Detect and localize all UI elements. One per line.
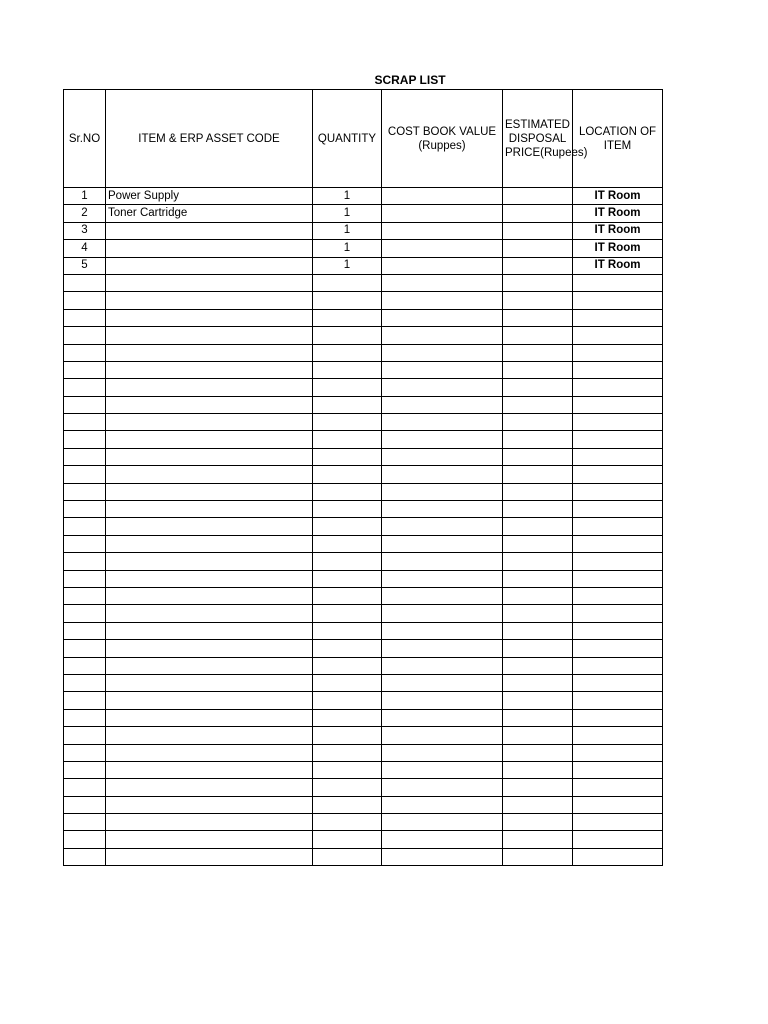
table-row	[64, 240, 663, 257]
cell-disposal	[503, 188, 573, 205]
empty-cell	[313, 709, 382, 726]
empty-table-row	[64, 379, 663, 396]
empty-cell	[382, 814, 503, 831]
empty-cell	[106, 587, 313, 604]
empty-cell	[382, 761, 503, 778]
empty-cell	[64, 640, 106, 657]
empty-cell	[106, 622, 313, 639]
cell-item: Power Supply	[106, 188, 313, 205]
empty-cell	[64, 501, 106, 518]
empty-cell	[313, 831, 382, 848]
empty-cell	[313, 674, 382, 691]
empty-table-row	[64, 796, 663, 813]
empty-cell	[573, 831, 663, 848]
empty-cell	[313, 587, 382, 604]
empty-cell	[64, 274, 106, 291]
empty-cell	[64, 431, 106, 448]
cell-disposal	[503, 205, 573, 222]
empty-table-row	[64, 709, 663, 726]
empty-cell	[64, 674, 106, 691]
cell-cost	[382, 257, 503, 274]
empty-cell	[382, 570, 503, 587]
empty-cell	[64, 587, 106, 604]
empty-cell	[573, 344, 663, 361]
cell-quantity: 1	[313, 240, 382, 257]
empty-cell	[503, 361, 573, 378]
empty-cell	[313, 622, 382, 639]
empty-cell	[503, 274, 573, 291]
cell-location: IT Room	[573, 240, 663, 257]
empty-cell	[503, 501, 573, 518]
table-row	[64, 257, 663, 274]
empty-table-row	[64, 535, 663, 552]
empty-table-row	[64, 657, 663, 674]
empty-cell	[64, 361, 106, 378]
empty-cell	[382, 796, 503, 813]
empty-cell	[573, 674, 663, 691]
empty-cell	[106, 501, 313, 518]
empty-cell	[573, 779, 663, 796]
empty-cell	[503, 761, 573, 778]
empty-cell	[382, 744, 503, 761]
empty-cell	[573, 309, 663, 326]
empty-cell	[503, 344, 573, 361]
empty-cell	[503, 483, 573, 500]
empty-cell	[382, 379, 503, 396]
empty-cell	[64, 657, 106, 674]
empty-cell	[503, 657, 573, 674]
empty-cell	[573, 414, 663, 431]
empty-cell	[313, 361, 382, 378]
empty-table-row	[64, 327, 663, 344]
empty-cell	[313, 535, 382, 552]
empty-cell	[313, 379, 382, 396]
header-location: LOCATION OF ITEM	[573, 90, 663, 188]
empty-cell	[382, 709, 503, 726]
empty-cell	[503, 466, 573, 483]
empty-cell	[106, 657, 313, 674]
empty-cell	[382, 692, 503, 709]
empty-table-row	[64, 744, 663, 761]
empty-table-row	[64, 553, 663, 570]
empty-cell	[503, 309, 573, 326]
empty-cell	[503, 431, 573, 448]
cell-disposal	[503, 222, 573, 239]
empty-cell	[573, 587, 663, 604]
empty-table-row	[64, 692, 663, 709]
empty-cell	[106, 379, 313, 396]
empty-cell	[64, 344, 106, 361]
empty-table-row	[64, 761, 663, 778]
empty-cell	[313, 553, 382, 570]
empty-table-row	[64, 674, 663, 691]
empty-cell	[573, 518, 663, 535]
empty-cell	[503, 796, 573, 813]
empty-cell	[64, 761, 106, 778]
empty-cell	[503, 570, 573, 587]
empty-cell	[503, 292, 573, 309]
empty-cell	[573, 466, 663, 483]
empty-cell	[573, 744, 663, 761]
empty-cell	[382, 657, 503, 674]
table-header-row	[64, 90, 663, 188]
empty-table-row	[64, 779, 663, 796]
cell-sr-no: 5	[64, 257, 106, 274]
empty-table-row	[64, 309, 663, 326]
empty-table-row	[64, 831, 663, 848]
empty-cell	[106, 570, 313, 587]
empty-cell	[313, 448, 382, 465]
cell-location: IT Room	[573, 188, 663, 205]
empty-cell	[503, 605, 573, 622]
empty-cell	[503, 518, 573, 535]
cell-disposal	[503, 257, 573, 274]
empty-cell	[382, 361, 503, 378]
empty-cell	[382, 831, 503, 848]
empty-cell	[573, 535, 663, 552]
empty-table-row	[64, 292, 663, 309]
empty-cell	[106, 344, 313, 361]
empty-table-row	[64, 466, 663, 483]
empty-table-row	[64, 483, 663, 500]
empty-cell	[106, 692, 313, 709]
header-item: ITEM & ERP ASSET CODE	[106, 90, 313, 188]
empty-cell	[503, 848, 573, 865]
empty-cell	[313, 796, 382, 813]
empty-table-row	[64, 814, 663, 831]
empty-table-row	[64, 431, 663, 448]
empty-table-row	[64, 605, 663, 622]
empty-cell	[106, 727, 313, 744]
empty-cell	[313, 292, 382, 309]
empty-cell	[106, 831, 313, 848]
empty-cell	[382, 431, 503, 448]
empty-cell	[64, 414, 106, 431]
empty-cell	[382, 848, 503, 865]
empty-cell	[382, 640, 503, 657]
empty-cell	[313, 814, 382, 831]
empty-cell	[64, 466, 106, 483]
empty-cell	[573, 379, 663, 396]
empty-cell	[106, 761, 313, 778]
empty-cell	[313, 640, 382, 657]
empty-cell	[382, 483, 503, 500]
empty-cell	[573, 605, 663, 622]
empty-cell	[503, 553, 573, 570]
empty-cell	[64, 814, 106, 831]
empty-cell	[503, 535, 573, 552]
empty-cell	[106, 640, 313, 657]
empty-cell	[382, 414, 503, 431]
empty-cell	[64, 744, 106, 761]
empty-cell	[313, 431, 382, 448]
empty-cell	[64, 779, 106, 796]
empty-cell	[313, 466, 382, 483]
empty-cell	[382, 396, 503, 413]
empty-table-row	[64, 344, 663, 361]
empty-cell	[503, 622, 573, 639]
empty-cell	[382, 779, 503, 796]
empty-cell	[573, 448, 663, 465]
empty-cell	[64, 570, 106, 587]
empty-cell	[106, 414, 313, 431]
empty-cell	[313, 309, 382, 326]
empty-cell	[382, 605, 503, 622]
empty-cell	[503, 814, 573, 831]
empty-cell	[313, 761, 382, 778]
empty-cell	[573, 848, 663, 865]
empty-cell	[313, 344, 382, 361]
cell-disposal	[503, 240, 573, 257]
empty-cell	[503, 640, 573, 657]
empty-cell	[382, 327, 503, 344]
empty-cell	[313, 605, 382, 622]
empty-cell	[106, 518, 313, 535]
cell-location: IT Room	[573, 205, 663, 222]
empty-cell	[313, 501, 382, 518]
empty-cell	[313, 692, 382, 709]
empty-cell	[106, 709, 313, 726]
empty-cell	[382, 535, 503, 552]
empty-cell	[64, 292, 106, 309]
cell-cost	[382, 188, 503, 205]
empty-cell	[573, 431, 663, 448]
empty-table-row	[64, 727, 663, 744]
cell-location: IT Room	[573, 257, 663, 274]
empty-cell	[64, 848, 106, 865]
empty-cell	[313, 779, 382, 796]
empty-cell	[313, 414, 382, 431]
empty-cell	[64, 518, 106, 535]
table-row	[64, 222, 663, 239]
empty-cell	[573, 396, 663, 413]
empty-cell	[573, 709, 663, 726]
empty-cell	[64, 796, 106, 813]
empty-cell	[573, 796, 663, 813]
empty-cell	[382, 727, 503, 744]
cell-cost	[382, 205, 503, 222]
empty-cell	[106, 327, 313, 344]
empty-cell	[106, 796, 313, 813]
empty-cell	[382, 622, 503, 639]
empty-table-row	[64, 518, 663, 535]
empty-cell	[64, 709, 106, 726]
empty-cell	[106, 779, 313, 796]
empty-cell	[106, 431, 313, 448]
header-estimated-disposal-price: ESTIMATED DISPOSAL PRICE(Rupees)	[503, 90, 573, 188]
empty-cell	[313, 483, 382, 500]
cell-sr-no: 2	[64, 205, 106, 222]
empty-cell	[106, 292, 313, 309]
empty-cell	[106, 744, 313, 761]
empty-cell	[64, 605, 106, 622]
empty-cell	[503, 396, 573, 413]
empty-cell	[503, 727, 573, 744]
cell-sr-no: 1	[64, 188, 106, 205]
empty-cell	[313, 657, 382, 674]
document-title: SCRAP LIST	[374, 73, 446, 87]
cell-item	[106, 222, 313, 239]
cell-location: IT Room	[573, 222, 663, 239]
empty-cell	[313, 274, 382, 291]
empty-cell	[64, 379, 106, 396]
empty-cell	[64, 692, 106, 709]
empty-cell	[64, 553, 106, 570]
empty-cell	[106, 396, 313, 413]
empty-cell	[573, 692, 663, 709]
empty-cell	[106, 553, 313, 570]
header-cost-book-value: COST BOOK VALUE (Ruppes)	[382, 90, 503, 188]
empty-cell	[573, 292, 663, 309]
empty-cell	[106, 309, 313, 326]
empty-cell	[382, 466, 503, 483]
empty-cell	[573, 327, 663, 344]
table-row	[64, 188, 663, 205]
empty-cell	[503, 831, 573, 848]
empty-table-row	[64, 274, 663, 291]
empty-cell	[503, 779, 573, 796]
empty-cell	[64, 831, 106, 848]
cell-quantity: 1	[313, 205, 382, 222]
empty-table-row	[64, 361, 663, 378]
empty-cell	[573, 361, 663, 378]
empty-cell	[382, 309, 503, 326]
header-quantity: QUANTITY	[313, 90, 382, 188]
empty-table-row	[64, 622, 663, 639]
empty-table-row	[64, 570, 663, 587]
empty-cell	[573, 501, 663, 518]
empty-table-row	[64, 640, 663, 657]
empty-cell	[64, 727, 106, 744]
empty-cell	[106, 448, 313, 465]
empty-cell	[573, 814, 663, 831]
cell-sr-no: 3	[64, 222, 106, 239]
cell-sr-no: 4	[64, 240, 106, 257]
empty-cell	[573, 274, 663, 291]
empty-cell	[573, 570, 663, 587]
empty-table-row	[64, 501, 663, 518]
empty-cell	[64, 535, 106, 552]
empty-cell	[573, 640, 663, 657]
empty-cell	[503, 414, 573, 431]
empty-cell	[503, 327, 573, 344]
empty-cell	[573, 761, 663, 778]
table-row	[64, 205, 663, 222]
cell-quantity: 1	[313, 188, 382, 205]
empty-cell	[313, 396, 382, 413]
empty-cell	[503, 587, 573, 604]
empty-table-row	[64, 587, 663, 604]
empty-cell	[382, 587, 503, 604]
empty-cell	[64, 448, 106, 465]
empty-cell	[573, 483, 663, 500]
empty-cell	[64, 483, 106, 500]
empty-cell	[382, 518, 503, 535]
empty-table-row	[64, 448, 663, 465]
empty-cell	[382, 274, 503, 291]
cell-cost	[382, 240, 503, 257]
cell-quantity: 1	[313, 222, 382, 239]
empty-cell	[382, 553, 503, 570]
empty-cell	[64, 396, 106, 413]
empty-cell	[503, 692, 573, 709]
empty-cell	[64, 309, 106, 326]
empty-cell	[106, 848, 313, 865]
empty-cell	[573, 622, 663, 639]
scrap-list-table	[63, 89, 663, 866]
empty-table-row	[64, 396, 663, 413]
cell-quantity: 1	[313, 257, 382, 274]
empty-cell	[313, 727, 382, 744]
empty-table-row	[64, 414, 663, 431]
empty-cell	[503, 674, 573, 691]
cell-item	[106, 257, 313, 274]
empty-cell	[313, 518, 382, 535]
empty-cell	[64, 622, 106, 639]
empty-cell	[106, 361, 313, 378]
cell-item: Toner Cartridge	[106, 205, 313, 222]
empty-cell	[382, 292, 503, 309]
cell-item	[106, 240, 313, 257]
empty-cell	[106, 535, 313, 552]
empty-cell	[106, 466, 313, 483]
empty-cell	[382, 344, 503, 361]
cell-cost	[382, 222, 503, 239]
empty-cell	[382, 448, 503, 465]
empty-cell	[382, 501, 503, 518]
empty-cell	[106, 483, 313, 500]
empty-cell	[106, 674, 313, 691]
empty-cell	[106, 814, 313, 831]
empty-cell	[313, 848, 382, 865]
empty-cell	[503, 448, 573, 465]
empty-cell	[573, 553, 663, 570]
empty-cell	[64, 327, 106, 344]
header-sr-no: Sr.NO	[64, 90, 106, 188]
empty-cell	[503, 709, 573, 726]
empty-cell	[313, 744, 382, 761]
empty-cell	[106, 274, 313, 291]
empty-cell	[573, 727, 663, 744]
empty-table-row	[64, 848, 663, 865]
empty-cell	[573, 657, 663, 674]
empty-cell	[503, 744, 573, 761]
empty-cell	[503, 379, 573, 396]
empty-cell	[106, 605, 313, 622]
empty-cell	[313, 570, 382, 587]
empty-cell	[313, 327, 382, 344]
table-body	[64, 188, 663, 866]
empty-cell	[382, 674, 503, 691]
